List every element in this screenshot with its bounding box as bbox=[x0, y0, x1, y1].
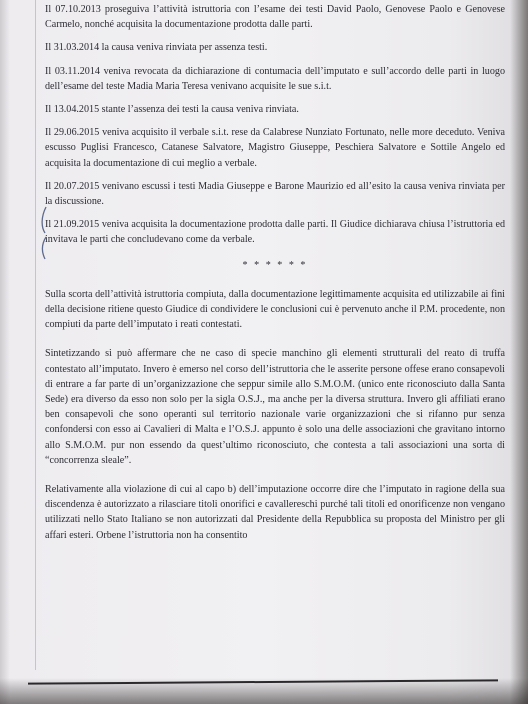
paragraph-conclusion: Sulla scorta dell’attività istruttoria compiuta, dalla documentazione legittimamente acquisita ed utilizzabile ai fini della decisione ritiene questo Giudice di condividere le conclusioni cui è pervenuto anche il P.M. procedente, non compiuti da parte dell’imputato i reati contestati. bbox=[45, 288, 505, 331]
paragraph-charge-b: Relativamente alla violazione di cui al capo b) dell’imputazione occorre dire che l’imputato in ragione della sua discendenza è autorizzato a rilasciare titoli onorifici e cavallereschi purché tali titoli ed onorificenze non vengano utilizzati nello Stato Italiano se non autorizzati dal Presidente della Repubblica su proposta del Ministro per gli affari esteri. Orbene l’istruttoria non ha consentito bbox=[45, 484, 505, 541]
paragraph-summary: Sintetizzando si può affermare che ne caso di specie manchino gli elementi strutturali del reato di truffa contestato all’imputato. Invero è emerso nel corso dell’istruttoria che le asserite persone offese erano consapevoli di entrare a far parte di un’organizzazione che seppur simile allo S.M.O.M. (unico ente riconosciuto dalla Santa Sede) era diverso da esso non solo per la sigla O.S.J., ma anche per la diversa struttura. Invero gli affiliati erano ben consapevoli che sono operanti sul territorio nazionale varie organizzazioni che si rifanno pur senza confondersi con esso ai Cavalieri di Malta e l’O.S.J. appunto è solo una delle associazioni che gravitano intorno allo S.M.O.M. pur non essendo da quest’ultimo riconosciuto, che contesta a tali associazioni una sorta di “concorrenza sleale”. bbox=[45, 348, 505, 466]
paragraph-21-09-2015: Il 21.09.2015 veniva acquisita la documentazione prodotta dalle parti. Il Giudice dichiarava chiusa l’istruttoria ed invitava le parti che concludevano come da verbale. bbox=[45, 219, 505, 246]
document-body bbox=[45, 2, 505, 543]
paragraph-29-06-2015: Il 29.06.2015 veniva acquisito il verbale s.i.t. rese da Calabrese Nunziato Fortunato, nelle more deceduto. Veniva escusso Puglisi Francesco, Catanese Salvatore, Magistro Giuseppe, Peschiera Salvatore e Sottile Angelo ed acquisita la documentazione di cui meglio a verbale. bbox=[45, 127, 505, 169]
margin-line bbox=[35, 0, 36, 670]
paragraph-31-03-2014: Il 31.03.2014 la causa veniva rinviata per assenza testi. bbox=[45, 42, 268, 54]
paragraph-20-07-2015: Il 20.07.2015 venivano escussi i testi Madia Giuseppe e Barone Maurizio ed all’esito la causa veniva rinviata per la discussione. bbox=[45, 180, 505, 208]
page-shadow-bottom bbox=[0, 678, 528, 704]
paragraph-13-04-2015: Il 13.04.2015 stante l’assenza dei testi la causa veniva rinviata. bbox=[45, 104, 299, 116]
page-shadow-right bbox=[510, 0, 528, 704]
paragraph-07-10-2013: Il 07.10.2013 proseguiva l’attività istruttoria con l’esame dei testi David Paolo, Genovese Paolo e Genovese Carmelo, nonché acquisita la documentazione prodotta dalle parti. bbox=[45, 4, 505, 31]
section-separator: * * * * * * bbox=[242, 259, 308, 271]
paragraph-03-11-2014: Il 03.11.2014 veniva revocata da dichiarazione di contumacia dell’imputato e sull’accordo delle parti in luogo dell’esame del teste Madia Maria Teresa venivano acquisite le sue s.i.t. bbox=[45, 65, 505, 92]
pen-mark bbox=[38, 205, 50, 261]
page-shadow-left bbox=[0, 0, 10, 704]
